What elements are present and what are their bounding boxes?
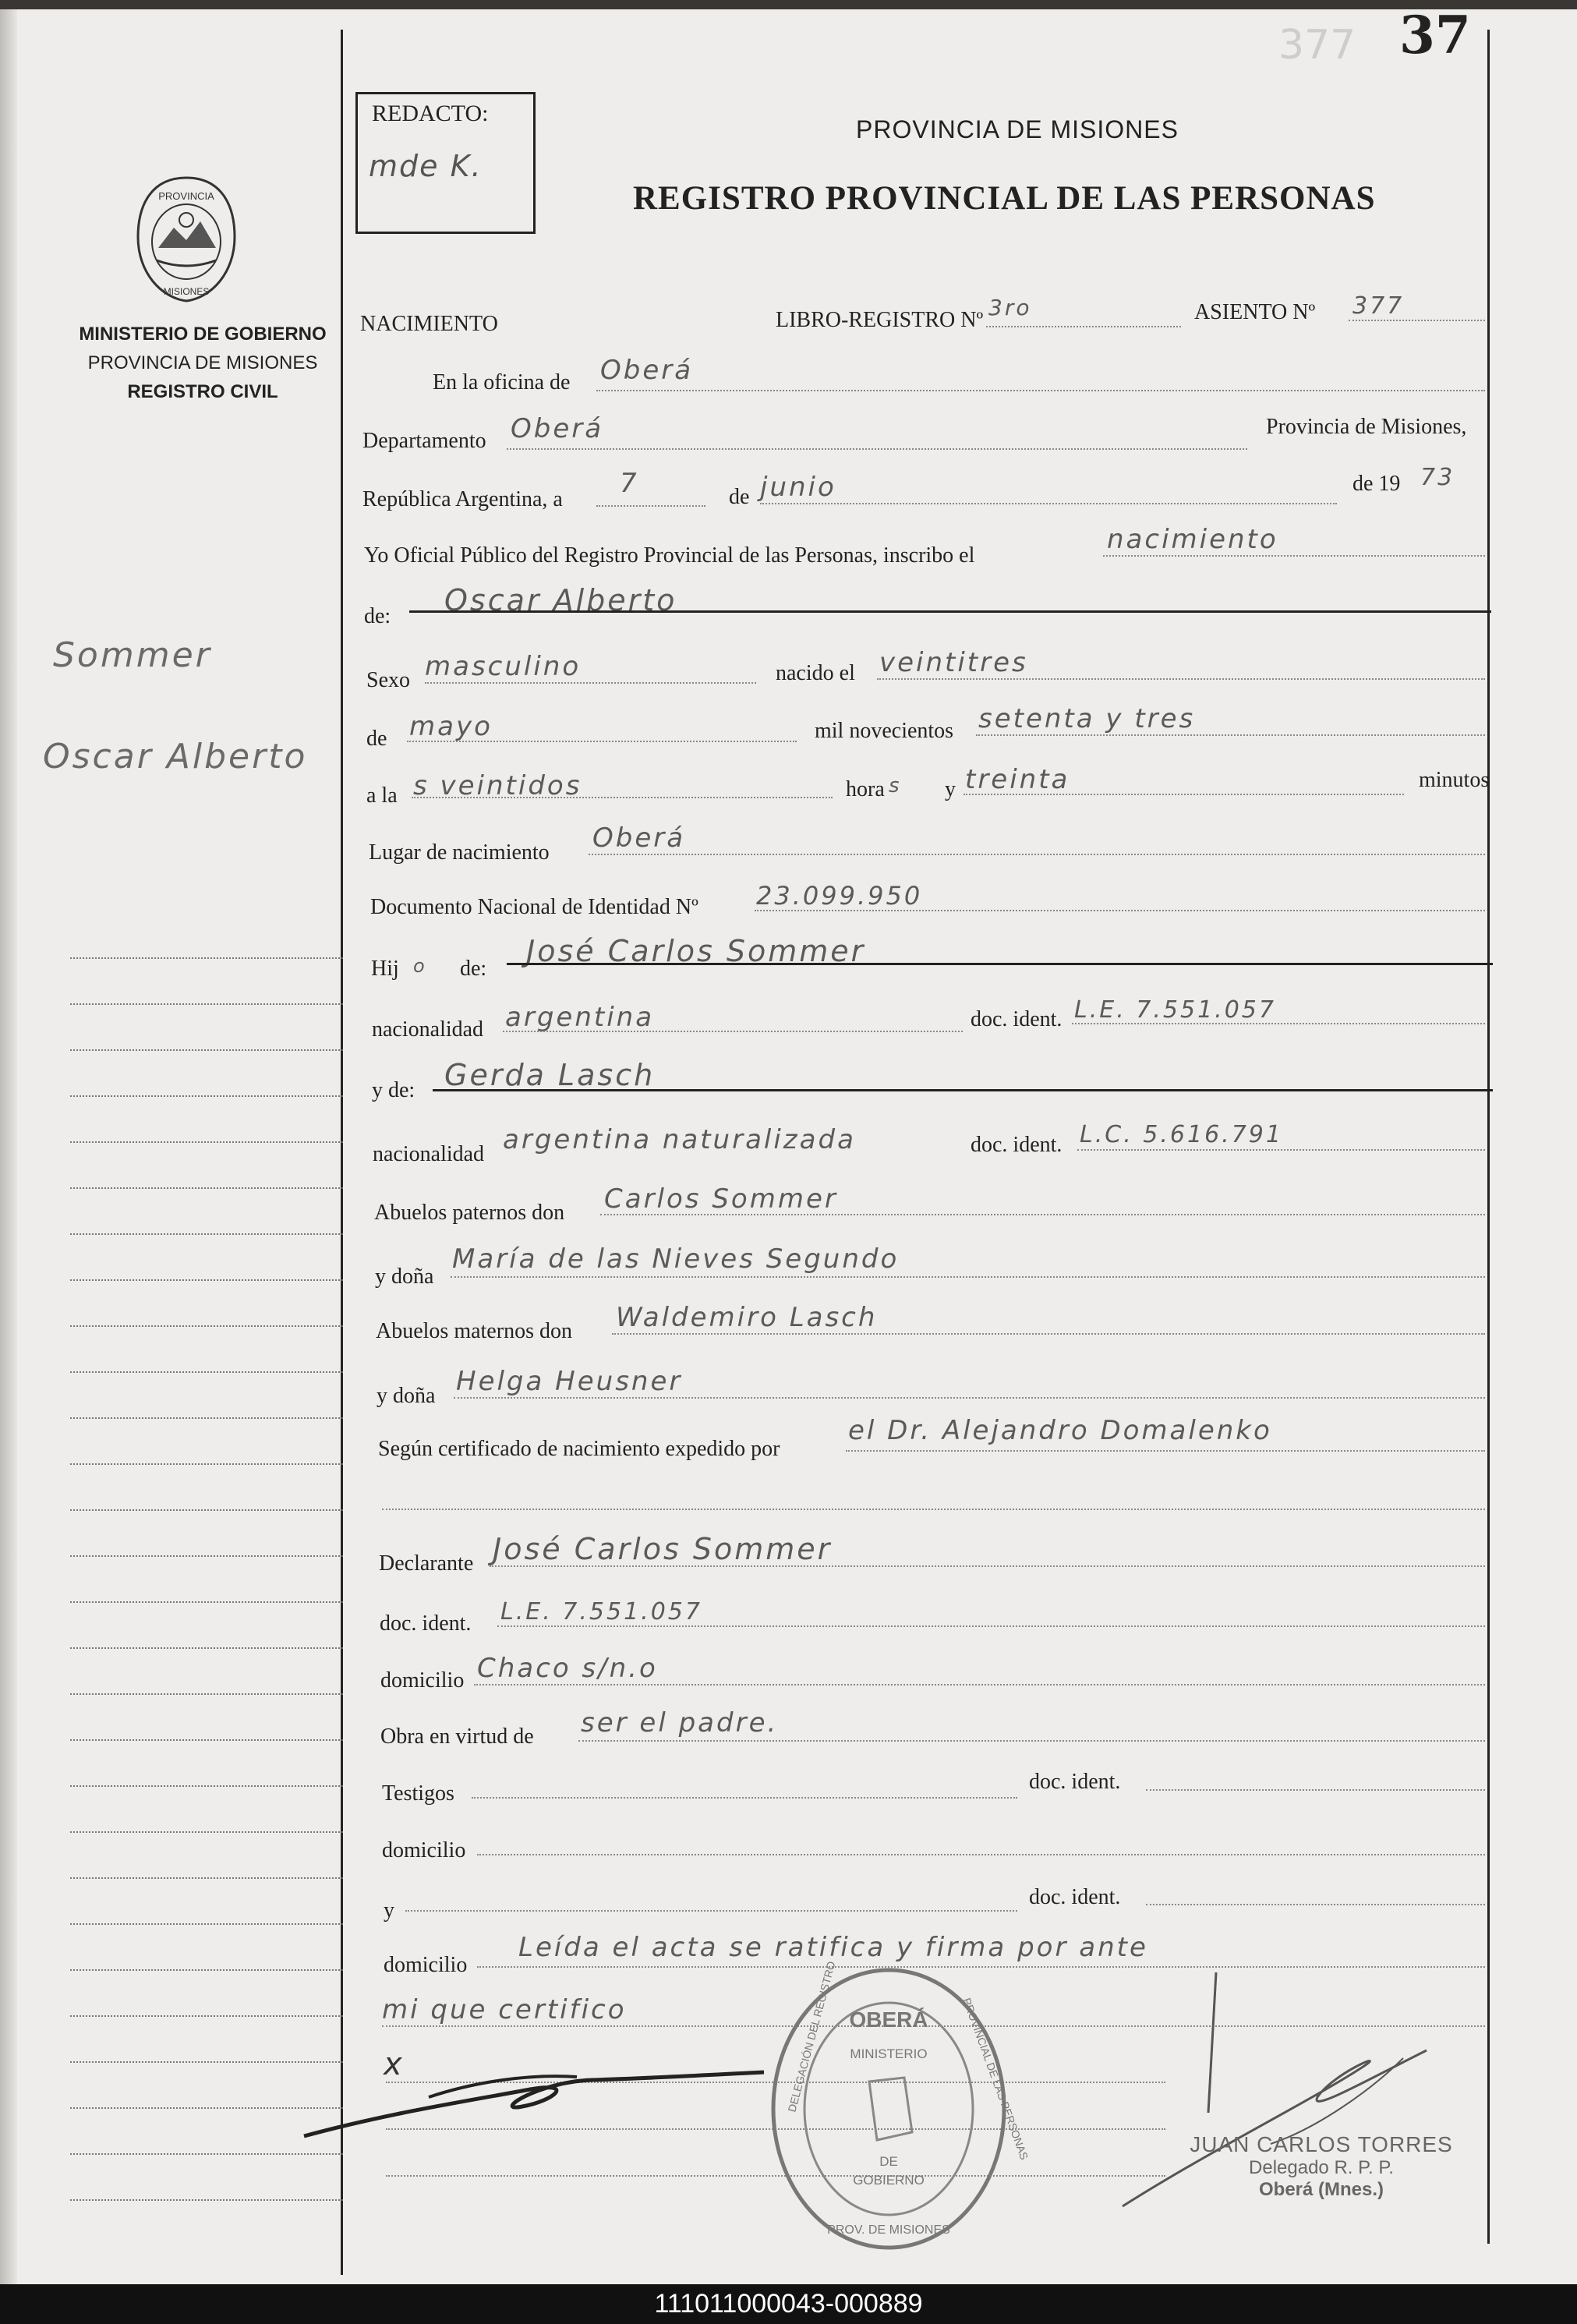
mes-nac-value: mayo (409, 711, 493, 742)
inscribo-value: nacimiento (1107, 524, 1278, 555)
nacido-label: nacido el (776, 661, 855, 685)
declarante-label: Declarante (379, 1551, 474, 1576)
book-binding (0, 0, 17, 2284)
mes-nac-dots (407, 741, 797, 742)
right-border (1487, 30, 1490, 2244)
padre-doc: L.E. 7.551.057 (1074, 996, 1276, 1024)
minutos-label: minutos (1419, 768, 1490, 792)
nacido-dots (877, 678, 1485, 680)
left-margin-rule (70, 1049, 343, 1051)
oficina-value: Oberá (600, 355, 694, 386)
coat-of-arms-seal (129, 173, 244, 306)
left-margin-rule (70, 1141, 343, 1143)
decl-doc-value: L.E. 7.551.057 (500, 1598, 702, 1625)
stamp-center: OBERÁ (849, 2007, 928, 2032)
left-margin-rule (70, 1325, 343, 1327)
departamento-label: Departamento (362, 429, 486, 453)
domicilio-value: Chaco s/n.o (477, 1653, 658, 1684)
domicilio2-dots (477, 1854, 1485, 1855)
dni-label: Documento Nacional de Identidad Nº (370, 895, 698, 919)
officer-role: Delegado R. P. P. (1249, 2157, 1394, 2178)
left-margin-rule (70, 1923, 343, 1925)
yo-oficial-text: Yo Oficial Público del Registro Provincial de las Personas, inscribo el (364, 543, 975, 568)
horas-suffix: s (889, 774, 902, 798)
padre-line (507, 963, 1493, 965)
anio-value: 73 (1420, 464, 1455, 491)
de2-label: de (366, 727, 387, 751)
left-margin-rule (70, 1969, 343, 1971)
hijo-suffix: o (413, 955, 427, 977)
docident2-label: doc. ident. (971, 1133, 1063, 1157)
left-margin-rule (70, 1003, 343, 1005)
ministry-line3: REGISTRO CIVIL (127, 381, 278, 402)
redacto-label: REDACTO: (372, 101, 489, 126)
anio-nac-dots (976, 734, 1485, 736)
segun-dots-2 (382, 1509, 1485, 1510)
decl-doc-label: doc. ident. (380, 1611, 472, 1636)
abuelos-maternos-label: Abuelos maternos don (376, 1319, 572, 1343)
stamp-ring-right: PROVINCIAL DE LAS PERSONAS (960, 1996, 1031, 2162)
footer-image-id: 111011000043-000889 (0, 2284, 1577, 2324)
padre-doc-dots (1072, 1023, 1485, 1024)
stamp-inner-mid: DE (879, 2154, 898, 2169)
left-margin-rule (70, 2015, 343, 2017)
madre-doc-dots (1077, 1149, 1485, 1151)
stamp-bottom: PROV. DE MISIONES (827, 2223, 950, 2237)
ministry-line1: MINISTERIO DE GOBIERNO (79, 324, 327, 345)
nacido-value: veintitres (879, 647, 1028, 678)
left-margin-rule (70, 2199, 343, 2201)
nacionalidad1-dots (503, 1031, 963, 1032)
de-colon-label: de: (364, 604, 391, 628)
x-mark: x (384, 2046, 405, 2082)
nacimiento-label: NACIMIENTO (360, 312, 498, 336)
official-stamp (768, 1960, 1031, 2253)
yde-label: y de: (372, 1078, 415, 1102)
ydona2-label: y doña (377, 1384, 436, 1408)
oficina-label: En la oficina de (433, 370, 571, 394)
ala-label: a la (366, 784, 398, 808)
nombre-value: Oscar Alberto (444, 583, 677, 617)
stamp-inner-bottom: GOBIERNO (853, 2173, 925, 2188)
segun-value: el Dr. Alejandro Domalenko (848, 1415, 1272, 1446)
left-margin-rule (70, 1831, 343, 1833)
segun-dots (846, 1450, 1485, 1452)
testigos-label: Testigos (382, 1781, 454, 1806)
left-margin-rule (70, 1601, 343, 1603)
seal-text-top: PROVINCIA (158, 190, 214, 202)
obra-dots (578, 1740, 1485, 1742)
y2-label: y (384, 1898, 394, 1923)
left-margin-rule (70, 2153, 343, 2155)
hijo-label-a: Hij (371, 957, 399, 981)
left-margin-rule (70, 1877, 343, 1879)
republica-label: República Argentina, a (362, 487, 563, 511)
provincia-suffix: Provincia de Misiones, (1266, 415, 1467, 439)
ministry-line2: PROVINCIA DE MISIONES (87, 352, 318, 373)
testigos-doc-label: doc. ident. (1029, 1770, 1121, 1794)
redacto-initials: mde K. (369, 149, 483, 183)
nacionalidad1-label: nacionalidad (372, 1017, 484, 1042)
asiento-label: ASIENTO Nº (1194, 300, 1316, 324)
sexo-label: Sexo (366, 668, 410, 692)
abuela-paterna-dots (451, 1276, 1485, 1278)
y2-dots (405, 1910, 1017, 1912)
left-margin-rule (70, 1693, 343, 1695)
oficina-dots (596, 390, 1485, 391)
inscribo-dots (1103, 555, 1485, 557)
nacionalidad2-label: nacionalidad (373, 1142, 485, 1166)
lugar-dots (589, 854, 1485, 855)
officer-stamp (1181, 2132, 1462, 2201)
abuelo-materno: Waldemiro Lasch (616, 1302, 878, 1333)
closing-line-2: mi que certifico (382, 1994, 627, 2025)
hijo-label-b: de: (460, 957, 487, 981)
left-margin-rule (70, 1739, 343, 1741)
page-number: 37 (1399, 5, 1471, 65)
madre-value: Gerda Lasch (444, 1058, 656, 1092)
obra-label: Obra en virtud de (380, 1724, 534, 1749)
left-margin-rule (70, 1371, 343, 1373)
left-margin-rule (70, 1233, 343, 1235)
testigos-doc-dots (1146, 1789, 1485, 1791)
libro-value: 3ro (988, 295, 1032, 320)
domicilio-label: domicilio (380, 1668, 465, 1693)
abuelo-paterno: Carlos Sommer (604, 1183, 838, 1215)
left-margin-rule (70, 1187, 343, 1189)
anio-label: de 19 (1352, 472, 1401, 496)
left-margin-rule (70, 1785, 343, 1787)
padre-value: José Carlos Sommer (526, 934, 866, 968)
ydona-label: y doña (375, 1265, 434, 1289)
libro-label: LIBRO-REGISTRO Nº (776, 308, 984, 332)
lugar-value: Oberá (592, 822, 686, 854)
nombre-line (409, 610, 1491, 613)
y2-doc-label: doc. ident. (1029, 1885, 1121, 1909)
obra-value: ser el padre. (581, 1707, 779, 1739)
stamp-ring-left: DELEGACIÓN DEL REGISTRO (785, 1960, 838, 2114)
sexo-dots (425, 682, 756, 684)
declarante-dots (490, 1565, 1485, 1567)
abuela-materna: Helga Heusner (456, 1366, 683, 1397)
asiento-dots (1349, 320, 1485, 321)
testigos-dots (472, 1797, 1017, 1799)
madre-doc: L.C. 5.616.791 (1080, 1121, 1283, 1148)
margin-divider (341, 30, 343, 2275)
domicilio2-label: domicilio (382, 1838, 466, 1862)
stamp-inner-top: MINISTERIO (850, 2046, 928, 2061)
horas-label: hora (846, 777, 885, 801)
lugar-label: Lugar de nacimiento (369, 840, 550, 865)
hora-dots (412, 797, 833, 798)
redacto-box (355, 92, 536, 234)
ministry-block (66, 320, 339, 406)
left-margin-rule (70, 957, 343, 959)
anio-nac-value: setenta y tres (978, 703, 1196, 734)
closing-line-1: Leída el acta se ratifica y firma por ante (518, 1932, 1148, 1963)
dia-dots (596, 505, 705, 507)
abuela-paterna: María de las Nieves Segundo (452, 1243, 900, 1275)
segun-label: Según certificado de nacimiento expedido por (378, 1437, 780, 1461)
left-margin-rule (70, 1095, 343, 1097)
left-margin-rule (70, 1279, 343, 1281)
y2-doc-dots (1146, 1904, 1485, 1905)
dia-value: 7 (620, 468, 639, 499)
mil-label: mil novecientos (815, 719, 954, 743)
y-label: y (945, 777, 956, 801)
dni-dots (755, 910, 1485, 911)
asiento-value: 377 (1352, 292, 1405, 320)
mes-dots (760, 503, 1337, 504)
nacionalidad2-value: argentina naturalizada (503, 1124, 856, 1155)
left-margin-rule (70, 1417, 343, 1419)
sexo-value: masculino (425, 651, 582, 682)
decl-doc-dots (497, 1625, 1485, 1627)
declarante-value: José Carlos Sommer (493, 1532, 833, 1566)
dni-value: 23.099.950 (756, 881, 923, 911)
province-heading: PROVINCIA DE MISIONES (856, 115, 1179, 143)
left-margin-rule (70, 1463, 343, 1465)
departamento-value: Oberá (511, 413, 604, 444)
docident-label: doc. ident. (971, 1007, 1063, 1031)
declarant-signature (296, 2027, 842, 2152)
margin-surname: Sommer (53, 635, 212, 675)
left-margin-rule (70, 1555, 343, 1557)
seal-text-bottom: MISIONES (163, 286, 210, 297)
domicilio-dots (474, 1684, 1485, 1686)
left-margin-rule (70, 1647, 343, 1649)
madre-line (433, 1089, 1493, 1091)
abuela-materna-dots (454, 1397, 1485, 1399)
libro-dots (986, 326, 1181, 327)
margin-given-names: Oscar Alberto (43, 737, 308, 776)
minutos-value: treinta (965, 764, 1070, 795)
page-top-edge (0, 0, 1577, 9)
abuelos-paternos-label: Abuelos paternos don (374, 1201, 565, 1225)
mes-value: junio (760, 472, 836, 503)
nacionalidad1-value: argentina (505, 1002, 655, 1033)
page-title: REGISTRO PROVINCIAL DE LAS PERSONAS (633, 180, 1376, 217)
abuelo-paterno-dots (600, 1214, 1485, 1215)
officer-name: JUAN CARLOS TORRES (1190, 2132, 1453, 2156)
officer-city: Oberá (Mnes.) (1258, 2179, 1384, 2200)
domicilio3-label: domicilio (384, 1953, 468, 1977)
abuelo-materno-dots (612, 1333, 1485, 1335)
left-margin-rule (70, 1509, 343, 1511)
ghost-number: 377 (1278, 22, 1356, 69)
minutos-dots (964, 794, 1404, 795)
de-label: de (729, 485, 750, 509)
hora-value: s veintidos (413, 770, 582, 801)
departamento-dots (507, 448, 1247, 450)
